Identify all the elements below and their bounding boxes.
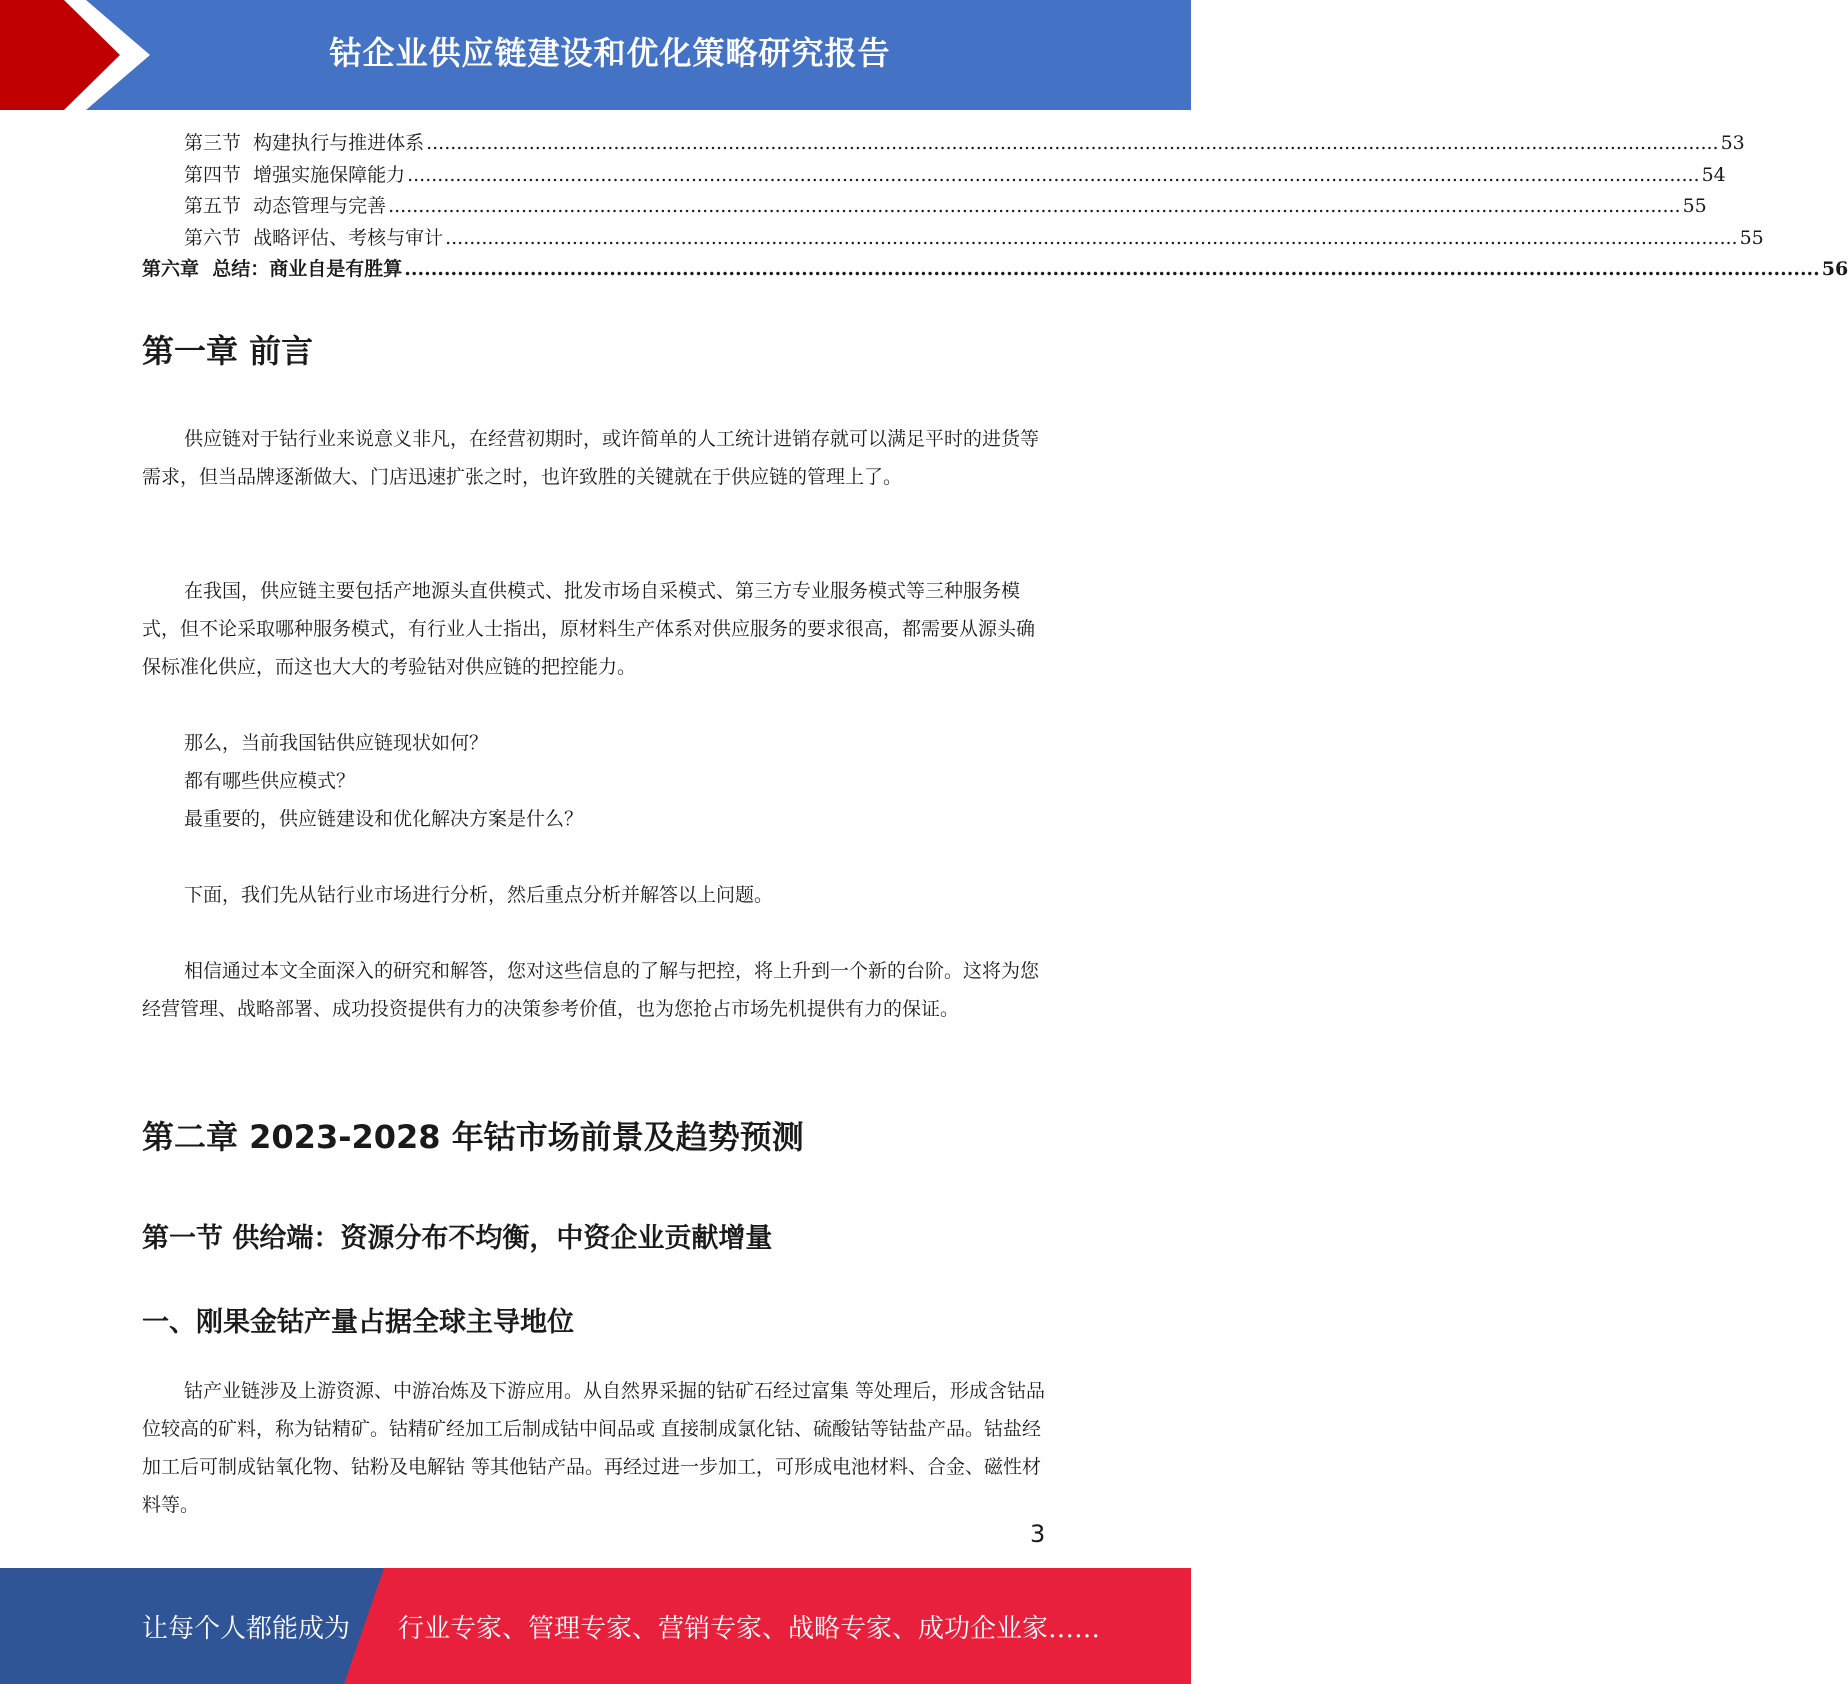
toc-leader-dots: ......................................................................................................................................................................................................................	[404, 258, 1820, 280]
toc-leader-dots: ......................................................................................................................................................................................................................	[388, 195, 1681, 217]
toc-leader-dots: ......................................................................................................................................................................................................................	[407, 163, 1700, 186]
footer-slogan-right: 行业专家、管理专家、营销专家、战略专家、成功企业家……	[398, 1614, 1101, 1644]
toc-entry[interactable]	[142, 128, 1745, 160]
page-header	[0, 0, 1191, 110]
toc-entry-page: 55	[1739, 226, 1764, 249]
subsection-1-heading: 一、刚果金钴产量占据全球主导地位	[142, 1307, 574, 1338]
toc-leader-dots: ......................................................................................................................................................................................................................	[445, 226, 1738, 249]
report-title: 钴企业供应链建设和优化策略研究报告	[329, 34, 891, 72]
chapter-2-paragraph-1: 钴产业链涉及上游资源、中游冶炼及下游应用。从自然界采掘的钴矿石经过富集 等处理后，形成含钴品位较高的矿料，称为钴精矿。钴精矿经加工后制成钴中间品或 直接制成氯化钴、硫酸钴等钴盐产品。钴盐经加工后可制成钴氧化物、钴粉及电解钴 等其他钴产品。再经过进一步加工，可形成电池材料、合金、磁性材料等。	[142, 1380, 1046, 1516]
section-1-heading: 第一节 供给端：资源分布不均衡，中资企业贡献增量	[142, 1223, 773, 1254]
table-of-contents	[142, 128, 1848, 286]
header-arrow-decoration	[0, 0, 170, 110]
page-footer	[0, 1568, 1191, 1684]
chapter-1-paragraph-1: 供应链对于钴行业来说意义非凡，在经营初期时，或许简单的人工统计进销存就可以满足平时的进货等需求，但当品牌逐渐做大、门店迅速扩张之时，也许致胜的关键就在于供应链的管理上了。	[142, 428, 1040, 488]
toc-leader-dots: ......................................................................................................................................................................................................................	[426, 132, 1719, 154]
toc-entry-page: 55	[1682, 195, 1707, 217]
chapter-1-paragraph-3: 下面，我们先从钴行业市场进行分析，然后重点分析并解答以上问题。	[184, 884, 774, 906]
page-number: 3	[1030, 1520, 1046, 1548]
chapter-1-paragraph-2: 在我国，供应链主要包括产地源头直供模式、批发市场自采模式、第三方专业服务模式等三种服务模式，但不论采取哪种服务模式，有行业人士指出，原材料生产体系对供应服务的要求很高，都需要从源头确保标准化供应，而这也大大的考验钴对供应链的把控能力。	[142, 580, 1036, 678]
footer-slogan-left: 让每个人都能成为	[142, 1614, 351, 1644]
chapter-1-heading: 第一章 前言	[142, 332, 314, 370]
toc-entry-label: 第六节 战略评估、考核与审计	[184, 226, 444, 249]
toc-entry-label: 第三节 构建执行与推进体系	[184, 132, 425, 154]
toc-entry[interactable]	[142, 254, 1848, 286]
question-3: 最重要的，供应链建设和优化解决方案是什么？	[184, 808, 584, 830]
chapter-2-heading: 第二章 2023-2028 年钴市场前景及趋势预测	[142, 1118, 804, 1156]
chapter-1-paragraph-4: 相信通过本文全面深入的研究和解答，您对这些信息的了解与把控，将上升到一个新的台阶。这将为您经营管理、战略部署、成功投资提供有力的决策参考价值，也为您抢占市场先机提供有力的保证。	[142, 960, 1040, 1020]
question-2: 都有哪些供应模式？	[184, 770, 356, 792]
question-1: 那么，当前我国钴供应链现状如何？	[184, 732, 489, 754]
toc-entry[interactable]	[142, 160, 1726, 192]
toc-entry-label: 第五节 动态管理与完善	[184, 195, 387, 217]
toc-entry-label: 第四节 增强实施保障能力	[184, 163, 406, 186]
toc-entry-page: 53	[1720, 132, 1745, 154]
toc-entry-label: 第六章 总结：商业自是有胜算	[142, 258, 403, 280]
toc-entry[interactable]	[142, 191, 1707, 223]
toc-entry-page: 54	[1701, 163, 1726, 186]
toc-entry-page: 56	[1821, 258, 1848, 280]
toc-entry[interactable]	[142, 223, 1764, 255]
